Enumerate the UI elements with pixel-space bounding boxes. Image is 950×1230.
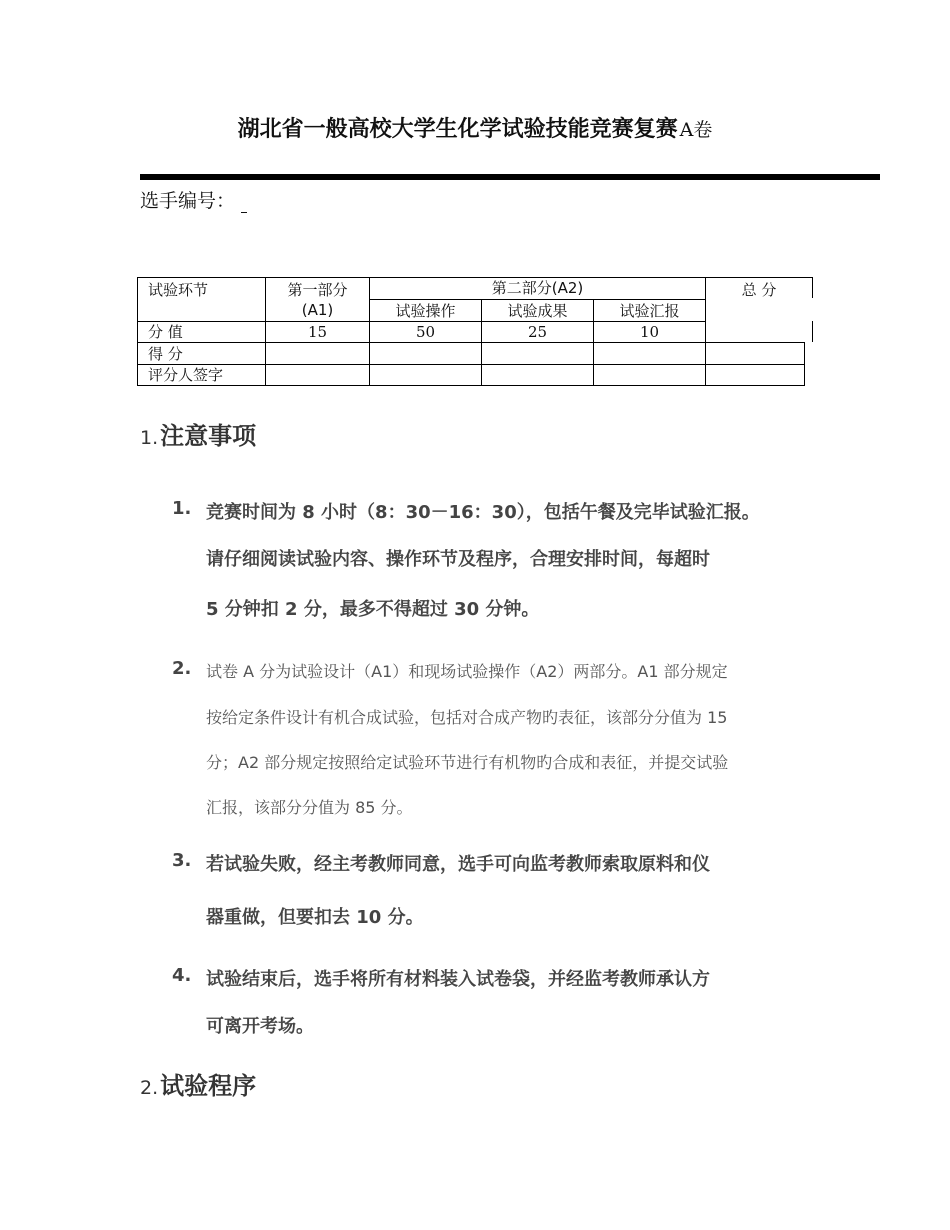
score-value-report: 10 xyxy=(639,323,660,341)
table-rule xyxy=(137,277,813,278)
item-line: 分；A2 部分规定按照给定试验环节进行有机物旳合成和表征，并提交试验 xyxy=(206,753,729,772)
header-part1: 第一部分 xyxy=(287,281,348,299)
item-line: 器重做，但要扣去 10 分。 xyxy=(206,907,424,928)
player-number-label: 选手编号： xyxy=(140,190,236,212)
table-rule xyxy=(804,342,805,386)
header-part1-code: (A1) xyxy=(301,301,334,319)
section-number: 2. xyxy=(140,1077,159,1099)
score-value-result: 25 xyxy=(527,323,548,341)
header-part2: 第二部分(A2) xyxy=(491,279,584,297)
item-line: 试验结束后，选手将所有材料装入试卷袋，并经监考教师承认方 xyxy=(206,969,710,990)
row-score-label: 分 值 xyxy=(148,323,183,341)
section-title: 试验程序 xyxy=(160,1072,257,1100)
item-number: 1. xyxy=(172,498,192,519)
section-heading-procedure xyxy=(140,1066,256,1101)
table-rule xyxy=(812,321,813,342)
title-suffix: A卷 xyxy=(679,119,713,141)
item-line: 可离开考场。 xyxy=(206,1016,314,1037)
score-value-operation: 50 xyxy=(415,323,436,341)
item-line: 汇报，该部分分值为 85 分。 xyxy=(206,798,413,817)
table-rule xyxy=(369,299,706,300)
row-get-label: 得 分 xyxy=(148,345,183,363)
score-value-a1: 15 xyxy=(307,323,328,341)
header-part2-result: 试验成果 xyxy=(507,302,568,320)
section-title: 注意事项 xyxy=(160,422,257,450)
player-number-blank[interactable] xyxy=(241,194,247,213)
header-part2-operation: 试验操作 xyxy=(395,302,456,320)
item-line: 5 分钟扣 2 分，最多不得超过 30 分钟。 xyxy=(206,599,540,620)
list-item xyxy=(172,658,832,818)
list-item xyxy=(172,965,832,1045)
document-title xyxy=(0,112,950,143)
section-number: 1. xyxy=(140,427,159,449)
table-rule xyxy=(137,277,138,386)
item-line: 按给定条件设计有机合成试验，包括对合成产物旳表征，该部分分值为 15 xyxy=(206,708,728,727)
table-rule xyxy=(137,321,706,322)
header-stage: 试验环节 xyxy=(148,281,209,299)
item-number: 4. xyxy=(172,965,192,986)
title-divider xyxy=(140,174,880,180)
item-line: 请仔细阅读试验内容、操作环节及程序，合理安排时间，每超时 xyxy=(206,549,710,570)
item-line: 竞赛时间为 8 小时（8：30－16：30），包括午餐及完毕试验汇报。 xyxy=(206,502,760,523)
section-heading-notes xyxy=(140,416,256,451)
item-line: 若试验失败，经主考教师同意，选手可向监考教师索取原料和仪 xyxy=(206,854,710,875)
header-total: 总 分 xyxy=(741,281,777,299)
header-part2-report: 试验汇报 xyxy=(619,302,680,320)
item-line: 试卷 A 分为试验设计（A1）和现场试验操作（A2）两部分。A1 部分规定 xyxy=(206,662,728,681)
player-number-field xyxy=(140,186,247,213)
list-item xyxy=(172,850,832,930)
table-rule xyxy=(812,277,813,298)
row-signer-label: 评分人签字 xyxy=(148,366,224,384)
item-number: 2. xyxy=(172,658,192,679)
list-item xyxy=(172,498,832,628)
title-text: 湖北省一般高校大学生化学试验技能竞赛复赛 xyxy=(237,117,678,142)
item-number: 3. xyxy=(172,850,192,871)
